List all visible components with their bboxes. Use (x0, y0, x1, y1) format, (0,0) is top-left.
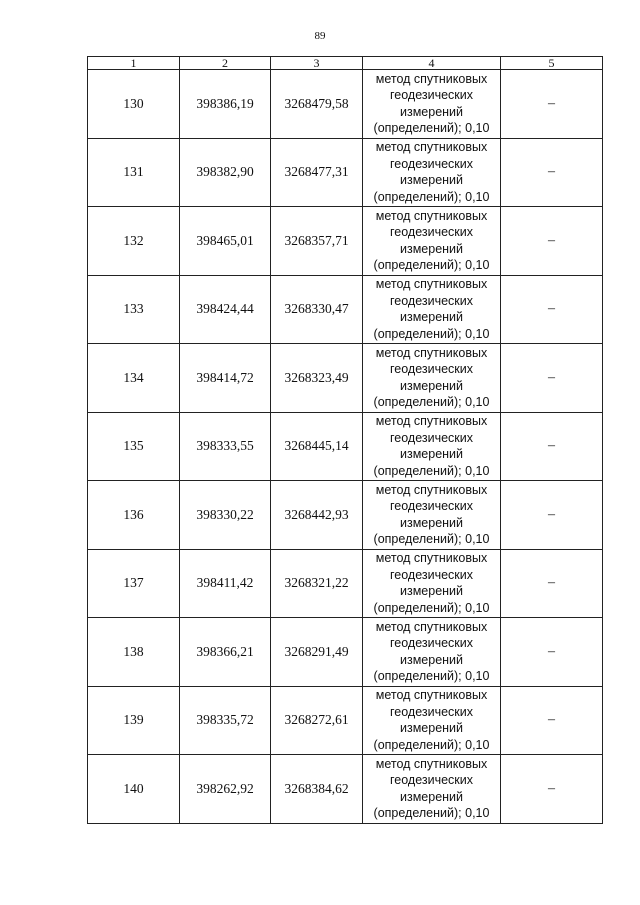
method-text: метод спутниковых геодезических измерений (определений); 0,10 (373, 71, 490, 136)
y-coordinate-cell: 3268445,14 (271, 412, 363, 481)
point-id-cell: 130 (88, 70, 180, 139)
coordinates-table (87, 56, 603, 824)
x-coordinate-cell: 398330,22 (180, 481, 271, 550)
method-text: метод спутниковых геодезических измерений (определений); 0,10 (373, 345, 490, 410)
table-row (88, 686, 603, 755)
y-coordinate-cell: 3268330,47 (271, 275, 363, 344)
header-cell-1: 1 (88, 57, 180, 70)
note-cell: – (501, 344, 603, 413)
table-row (88, 207, 603, 276)
x-coordinate-cell: 398424,44 (180, 275, 271, 344)
note-cell: – (501, 70, 603, 139)
method-cell (363, 412, 501, 481)
table-row (88, 275, 603, 344)
y-coordinate-cell: 3268321,22 (271, 549, 363, 618)
y-coordinate-cell: 3268357,71 (271, 207, 363, 276)
method-cell (363, 549, 501, 618)
note-cell: – (501, 481, 603, 550)
method-cell (363, 138, 501, 207)
note-cell: – (501, 275, 603, 344)
table-row (88, 755, 603, 824)
y-coordinate-cell: 3268323,49 (271, 344, 363, 413)
table-row (88, 70, 603, 139)
header-row (88, 57, 603, 70)
method-text: метод спутниковых геодезических измерений (определений); 0,10 (373, 619, 490, 684)
y-coordinate-cell: 3268479,58 (271, 70, 363, 139)
method-text: метод спутниковых геодезических измерений (определений); 0,10 (373, 482, 490, 547)
x-coordinate-cell: 398333,55 (180, 412, 271, 481)
method-cell (363, 618, 501, 687)
x-coordinate-cell: 398414,72 (180, 344, 271, 413)
table-row (88, 412, 603, 481)
y-coordinate-cell: 3268291,49 (271, 618, 363, 687)
method-text: метод спутниковых геодезических измерений (определений); 0,10 (373, 140, 490, 204)
point-id-cell: 136 (88, 481, 180, 550)
table-row (88, 549, 603, 618)
y-coordinate-cell: 3268384,62 (271, 755, 363, 824)
y-coordinate-cell: 3268477,31 (271, 138, 363, 207)
y-coordinate-cell: 3268272,61 (271, 686, 363, 755)
note-cell: – (501, 207, 603, 276)
method-cell (363, 70, 501, 139)
point-id-cell: 135 (88, 412, 180, 481)
note-cell: – (501, 138, 603, 207)
header-cell-3: 3 (271, 57, 363, 70)
method-cell (363, 207, 501, 276)
method-cell (363, 275, 501, 344)
method-cell (363, 481, 501, 550)
note-cell: – (501, 549, 603, 618)
y-coordinate-cell: 3268442,93 (271, 481, 363, 550)
method-text: метод спутниковых геодезических измерений (определений); 0,10 (373, 414, 490, 478)
point-id-cell: 131 (88, 138, 180, 207)
method-text: метод спутниковых геодезических измерений (определений); 0,10 (373, 208, 490, 273)
method-text: метод спутниковых геодезических измерений (определений); 0,10 (373, 756, 490, 821)
x-coordinate-cell: 398366,21 (180, 618, 271, 687)
note-cell: – (501, 686, 603, 755)
point-id-cell: 134 (88, 344, 180, 413)
method-cell (363, 686, 501, 755)
table-header (88, 57, 603, 70)
header-cell-4: 4 (363, 57, 501, 70)
point-id-cell: 137 (88, 549, 180, 618)
table-body (88, 70, 603, 824)
point-id-cell: 140 (88, 755, 180, 824)
note-cell: – (501, 755, 603, 824)
method-text: метод спутниковых геодезических измерений (определений); 0,10 (373, 551, 490, 615)
x-coordinate-cell: 398382,90 (180, 138, 271, 207)
table-row (88, 344, 603, 413)
header-cell-5: 5 (501, 57, 603, 70)
x-coordinate-cell: 398262,92 (180, 755, 271, 824)
method-text: метод спутниковых геодезических измерений (определений); 0,10 (373, 688, 490, 752)
x-coordinate-cell: 398465,01 (180, 207, 271, 276)
x-coordinate-cell: 398335,72 (180, 686, 271, 755)
point-id-cell: 133 (88, 275, 180, 344)
method-text: метод спутниковых геодезических измерений (определений); 0,10 (373, 277, 490, 341)
page-number: 89 (314, 30, 326, 42)
x-coordinate-cell: 398411,42 (180, 549, 271, 618)
note-cell: – (501, 412, 603, 481)
table-row (88, 481, 603, 550)
x-coordinate-cell: 398386,19 (180, 70, 271, 139)
table-row (88, 618, 603, 687)
point-id-cell: 139 (88, 686, 180, 755)
note-cell: – (501, 618, 603, 687)
method-cell (363, 755, 501, 824)
table-row (88, 138, 603, 207)
header-cell-2: 2 (180, 57, 271, 70)
point-id-cell: 138 (88, 618, 180, 687)
method-cell (363, 344, 501, 413)
point-id-cell: 132 (88, 207, 180, 276)
